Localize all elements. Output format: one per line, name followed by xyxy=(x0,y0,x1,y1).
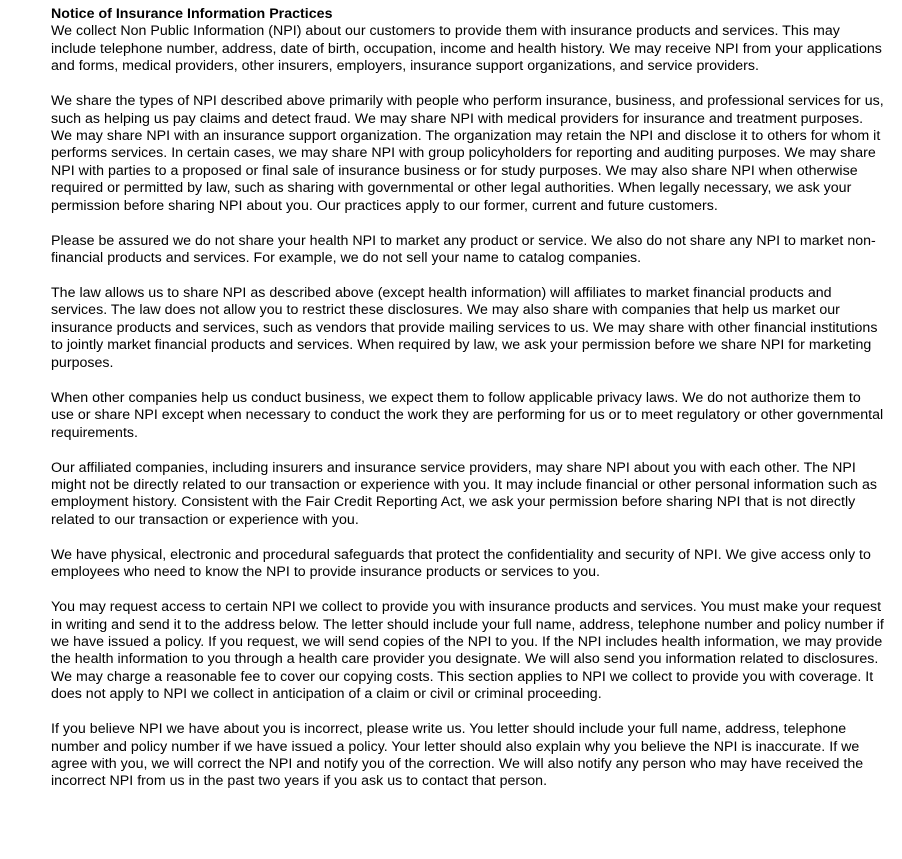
paragraph-third-party-companies: When other companies help us conduct business, we expect them to follow applicable privacy laws. We do not authorize them to use or share NPI except when necessary to conduct the work they are performing for us or to meet regulatory or other governmental requirements. xyxy=(51,389,884,441)
notice-document xyxy=(51,6,887,808)
paragraph-npi-collection: We collect Non Public Information (NPI) about our customers to provide them with insurance products and services. This may include telephone number, address, date of birth, occupation, income and health history. We may receive NPI from your applications and forms, medical providers, other insurers, employers, insurance support organizations, and service providers. xyxy=(51,23,882,75)
paragraph-access-requests: You may request access to certain NPI we collect to provide you with insurance products and services. You must make your request in writing and send it to the address below. The letter should include your full name, address, telephone number and policy number if we have issued a policy. If you request, we will send copies of the NPI to you. If the NPI includes health information, we may provide the health information to you through a health care provider you designate. We will also send you information related to disclosures. We may charge a reasonable fee to cover our copying costs. This section applies to NPI we collect to provide you with coverage. It does not apply to NPI we collect in anticipation of a claim or civil or criminal proceeding. xyxy=(51,599,884,703)
paragraph-affiliated-companies: Our affiliated companies, including insurers and insurance service providers, may share NPI about you with each other. The NPI might not be directly related to our transaction or experience with you. It may include financial or other personal information such as employment history. Consistent with the Fair Credit Reporting Act, we ask your permission before sharing NPI that is not directly related to our transaction or experience with you. xyxy=(51,459,878,528)
document-title: Notice of Insurance Information Practices xyxy=(51,6,333,22)
paragraph-health-npi-marketing: Please be assured we do not share your health NPI to market any product or service. We also do not share any NPI to market non-financial products and services. For example, we do not sell your name to catalog companies. xyxy=(51,232,876,267)
paragraph-npi-sharing: We share the types of NPI described above primarily with people who perform insurance, business, and professional services for us, such as helping us pay claims and detect fraud. We may share NPI with medical providers for insurance and treatment purposes. We may share NPI with an insurance support organization. The organization may retain the NPI and disclose it to others for whom it performs services. In certain cases, we may share NPI with group policyholders for reporting and auditing purposes. We may share NPI with parties to a proposed or final sale of insurance business or for study purposes. We may also share NPI when otherwise required or permitted by law, such as sharing with governmental or other legal authorities. When legally necessary, we ask your permission before sharing NPI about you. Our practices apply to our former, current and future customers. xyxy=(51,93,884,214)
paragraph-affiliate-marketing: The law allows us to share NPI as described above (except health information) will affiliates to market financial products and services. The law does not allow you to restrict these disclosures. We may also share with companies that help us market our insurance products and services, such as vendors that provide mailing services to us. We may share with other financial institutions to jointly market financial products and services. When required by law, we ask your permission before we share NPI for marketing purposes. xyxy=(51,285,878,371)
paragraph-corrections: If you believe NPI we have about you is incorrect, please write us. You letter should include your full name, address, telephone number and policy number if we have issued a policy. Your letter should also explain why you believe the NPI is inaccurate. If we agree with you, we will correct the NPI and notify you of the correction. We will also notify any person who may have received the incorrect NPI from us in the past two years if you ask us to contact that person. xyxy=(51,721,864,790)
paragraph-safeguards: We have physical, electronic and procedural safeguards that protect the confidentiality and security of NPI. We give access only to employees who need to know the NPI to provide insurance products or services to you. xyxy=(51,546,871,581)
